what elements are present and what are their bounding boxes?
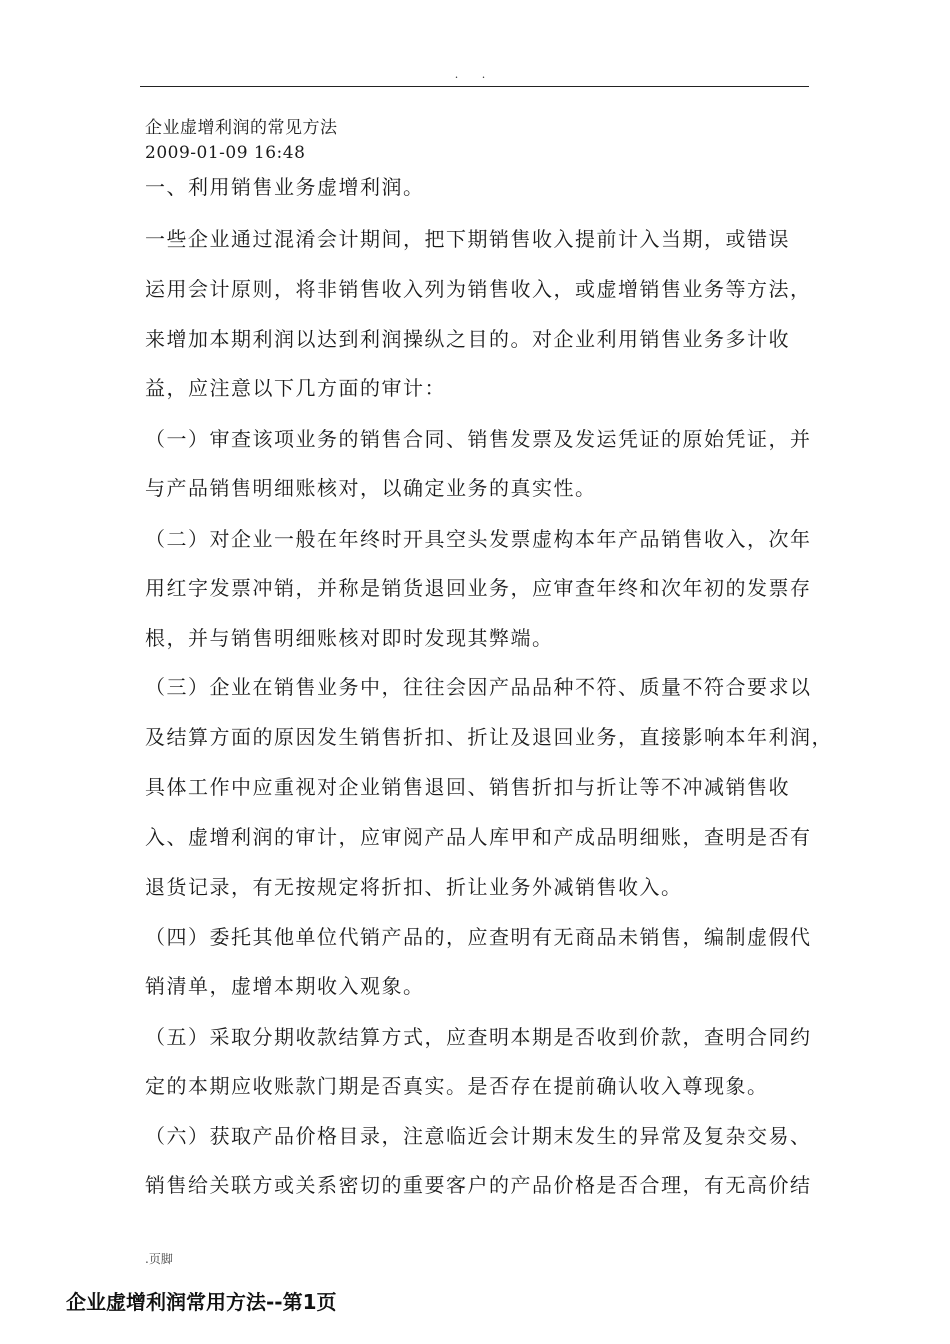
page-caption: 企业虚增利润常用方法--第1页	[66, 1290, 337, 1314]
body-line: 及结算方面的原因发生销售折扣、折让及退回业务，直接影响本年利润，	[145, 725, 833, 749]
body-line: 定的本期应收账款门期是否真实。是否存在提前确认收入尊现象。	[145, 1074, 769, 1098]
document-title: 企业虚增利润的常见方法	[145, 118, 338, 138]
document-heading	[145, 116, 338, 166]
body-line: 益，应注意以下几方面的审计：	[145, 376, 446, 400]
body-line: 一、利用销售业务虚增利润。	[145, 175, 425, 199]
body-line: 销清单，虚增本期收入观象。	[145, 974, 425, 998]
body-line: （五）采取分期收款结算方式，应查明本期是否收到价款，查明合同约	[145, 1025, 812, 1049]
body-line: 根，并与销售明细账核对即时发现其弊端。	[145, 626, 554, 650]
body-line: （三）企业在销售业务中，往往会因产品品种不符、质量不符合要求以	[145, 675, 812, 699]
body-line: （六）获取产品价格目录，注意临近会计期末发生的异常及复杂交易、	[145, 1124, 812, 1148]
document-datetime: 2009-01-09 16:48	[145, 143, 306, 163]
body-line: 运用会计原则，将非销售收入列为销售收入，或虚增销售业务等方法，	[145, 277, 812, 301]
body-line: 退货记录，有无按规定将折扣、折让业务外减销售收入。	[145, 875, 683, 899]
body-line: 具体工作中应重视对企业销售退回、销售折扣与折让等不冲减销售收	[145, 775, 790, 799]
body-line: （一）审查该项业务的销售合同、销售发票及发运凭证的原始凭证，并	[145, 427, 812, 451]
body-line: 用红字发票冲销，并称是销货退回业务，应审查年终和次年初的发票存	[145, 576, 812, 600]
body-line: 入、虚增利润的审计，应审阅产品人库甲和产成品明细账，查明是否有	[145, 825, 812, 849]
body-line: 与产品销售明细账核对，以确定业务的真实性。	[145, 476, 597, 500]
header-rule	[140, 86, 809, 87]
page-footer-label: .页脚	[145, 1252, 173, 1266]
body-line: 来增加本期利润以达到利润操纵之目的。对企业利用销售业务多计收	[145, 327, 790, 351]
body-line: （二）对企业一般在年终时开具空头发票虚构本年产品销售收入，次年	[145, 527, 812, 551]
header-marks: . .	[454, 68, 496, 81]
body-line: 一些企业通过混淆会计期间，把下期销售收入提前计入当期，或错误	[145, 227, 790, 251]
body-line: （四）委托其他单位代销产品的，应查明有无商品未销售，编制虚假代	[145, 925, 812, 949]
body-line: 销售给关联方或关系密切的重要客户的产品价格是否合理，有无高价结	[145, 1173, 812, 1197]
